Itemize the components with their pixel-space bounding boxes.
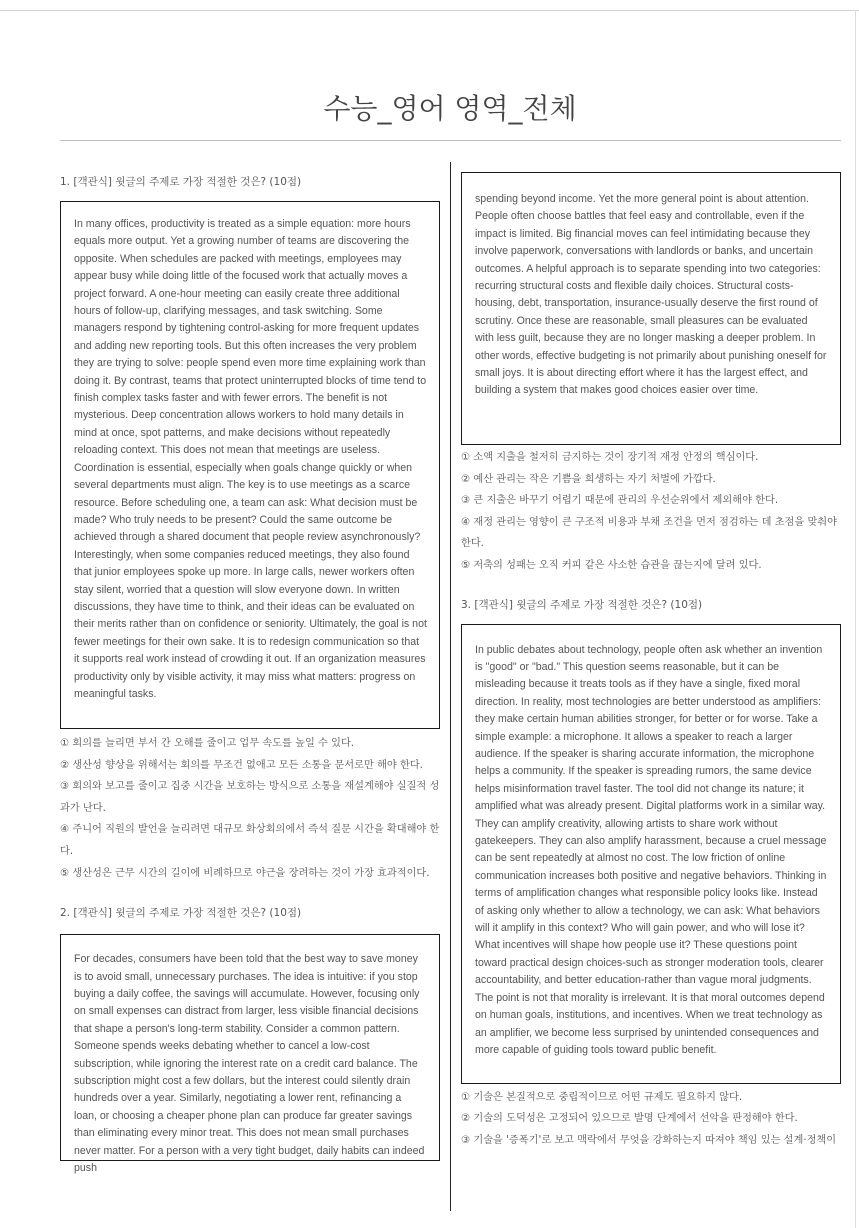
question-heading: 1. [객관식] 윗글의 주제로 가장 적절한 것은? (10점)	[60, 176, 302, 188]
passage-text: spending beyond income. Yet the more general point is about attention. People often choose battles that feel easy and controllable, even if the impact is limited. Big financial moves can feel intimidating because they involve paperwork, conversations with landlords or banks, and uncertain outcomes. A helpful approach is to separate spending into two categories: recurring structural costs and flexible daily choices. Structural costs-housing, debt, transportation, insurance-usually deserve the first round of scrutiny. Once these are reasonable, small pleasures can be evaluated with less guilt, because they are no longer masking a deeper problem. In other words, effective budgeting is not primarily about punishing oneself for small joys. It is about directing effort where it has the largest effect, and building a system that makes good choices easier over time.	[475, 193, 827, 397]
passage-box-continued	[461, 172, 841, 445]
title-divider	[60, 140, 841, 141]
scrollbar[interactable]	[855, 10, 856, 1228]
answer-option[interactable]: ② 생산성 향상을 위해서는 회의를 무조건 없애고 모든 소통을 문서로만 해야 한다.	[60, 759, 423, 771]
question-1	[60, 174, 440, 884]
question-3	[461, 597, 841, 1152]
left-column	[60, 174, 440, 1175]
column-divider	[450, 162, 451, 1211]
answer-option[interactable]: ② 예산 관리는 작은 기쁨을 희생하는 자기 처벌에 가깝다.	[461, 473, 716, 485]
answer-option[interactable]: ① 기술은 본질적으로 중립적이므로 어떤 규제도 필요하지 않다.	[461, 1091, 743, 1103]
passage-box	[461, 624, 841, 1084]
answer-option[interactable]: ③ 큰 지출은 바꾸기 어렵기 때문에 관리의 우선순위에서 제외해야 한다.	[461, 495, 779, 507]
answer-options	[461, 1087, 841, 1152]
page-title: 수능_영어 영역_전체	[323, 91, 577, 125]
answer-option[interactable]: ③ 기술을 '증폭기'로 보고 맥락에서 무엇을 강화하는지 따져야 책임 있는 설계·정책이	[461, 1134, 837, 1146]
answer-option[interactable]: ④ 재정 관리는 영향이 큰 구조적 비용과 부채 조건을 먼저 점검하는 데 초점을 맞춰야 한다.	[461, 516, 837, 550]
question-heading: 2. [객관식] 윗글의 주제로 가장 적절한 것은? (10점)	[60, 907, 302, 920]
answer-option[interactable]: ④ 주니어 직원의 발언을 늘리려면 대규모 화상회의에서 즉석 질문 시간을 확대해야 한다.	[60, 824, 440, 857]
answer-option[interactable]: ⑤ 생산성은 근무 시간의 길이에 비례하므로 야근을 장려하는 것이 가장 효과적이다.	[60, 867, 430, 879]
answer-option[interactable]: ② 기술의 도덕성은 고정되어 있으므로 발명 단계에서 선악을 판정해야 한다.	[461, 1113, 798, 1125]
answer-option[interactable]: ⑤ 저축의 성패는 오직 커피 같은 사소한 습관을 끊는지에 달려 있다.	[461, 559, 762, 571]
right-column	[461, 172, 841, 1151]
answer-options	[461, 447, 841, 577]
question-heading: 3. [객관식] 윗글의 주제로 가장 적절한 것은? (10점)	[461, 598, 703, 611]
passage-text: In many offices, productivity is treated as a simple equation: more hours equals more output. Yet a growing number of teams are discovering the opposite. When schedules are packed with meetings, employees may appear busy while doing little of the focused work that actually moves a project forward. A one-hour meeting can easily create three additional hours of follow-up, clarifying messages, and task switching. Some managers respond by tightening control-asking for more frequent updates and adding new reporting tools. But this often increases the very problem they are trying to solve: people spend even more time explaining work than doing it. By contrast, teams that protect uninterrupted blocks of time tend to finish complex tasks faster and with fewer errors. The benefit is not mysterious. Deep concentration allows workers to hold many details in mind at once, spot patterns, and make decisions without repeatedly reloading context. This does not mean that meetings are useless. Coordination is essential, especially when goals change quickly or when several departments must align. The key is to use meetings as a scarce resource. Before scheduling one, a team can ask: What decision must be made? Who truly needs to be present? Could the same outcome be achieved through a shared document that people review asynchronously? Interestingly, when some companies reduced meetings, they also found that junior employees spoke up more. In large calls, newer workers often stay silent, worried that a question will slow everyone down. In written discussions, they have time to think, and their ideas can be evaluated on their merits rather than on confidence or seniority. Ultimately, the goal is not fewer meetings for their own sake. It is to redesign communication so that it supports real work instead of crowding it out. If an organization measures productivity only by visible activity, it may miss what matters: progress on meaningful tasks.	[74, 218, 427, 700]
question-2	[60, 905, 440, 1175]
question-2-continued	[461, 172, 841, 577]
passage-text: For decades, consumers have been told that the best way to save money is to avoid small, unnecessary purchases. The idea is intuitive: if you stop buying a daily coffee, the savings will accumulate. However, focusing only on small expenses can distract from larger, less visible financial decisions that shape a person's long-term stability. Consider a common pattern. Someone spends weeks debating whether to cancel a low-cost subscription, while ignoring the interest rate on a credit card balance. The subscription might cost a few dollars, but the interest could silently drain hundreds over a year. Similarly, negotiating a lower rent, refinancing a loan, or choosing a cheaper phone plan can produce far greater savings than eliminating every minor treat. This does not mean small purchases never matter. For a person with a very tight budget, daily habits can indeed push	[74, 953, 425, 1175]
passage-box	[60, 201, 440, 729]
answer-option[interactable]: ① 소액 지출을 철저히 금지하는 것이 장기적 재정 안정의 핵심이다.	[461, 452, 759, 463]
top-border	[0, 10, 859, 11]
passage-box	[60, 934, 440, 1175]
answer-options	[60, 733, 440, 884]
answer-option[interactable]: ① 회의를 늘리면 부서 간 오해를 줄이고 업무 속도를 높일 수 있다.	[60, 738, 355, 749]
answer-option[interactable]: ③ 회의와 보고를 줄이고 집중 시간을 보호하는 방식으로 소통을 재설계해야 실질적 성과가 난다.	[60, 781, 440, 814]
passage-text: In public debates about technology, people often ask whether an invention is "good" or "bad." This question seems reasonable, but it can be misleading because it treats tools as if they have a single, fixed moral direction. In reality, most technologies are better understood as amplifiers: they make certain human abilities stronger, for better or for worse. Take a simple example: a microphone. It allows a speaker to reach a larger audience. If the speaker is sharing accurate information, the microphone helps a community. If the speaker is spreading rumors, the same device helps misinformation travel faster. The tool did not change its nature; it amplified what was already present. Digital platforms work in a similar way. They can amplify creativity, allowing artists to share work without gatekeepers. They can also amplify harassment, because a cruel message can be sent repeatedly at almost no cost. The low friction of online communication increases both positive and negative behaviors. Thinking in terms of amplification changes what responsible policy looks like. Instead of asking only whether to allow a technology, we can ask: What behaviors will it amplify in this context? Who will gain power, and who will lose it? What incentives will shape how people use it? These questions point toward practical design choices-such as stronger moderation tools, clearer accountability, and better education-rather than vague moral judgments. The point is not that morality is irrelevant. It is that moral outcomes depend on human goals, institutions, and incentives. When we treat technology as an amplifier, we become less surprised by unintended consequences and more capable of guiding tools toward public benefit.	[475, 643, 827, 1056]
